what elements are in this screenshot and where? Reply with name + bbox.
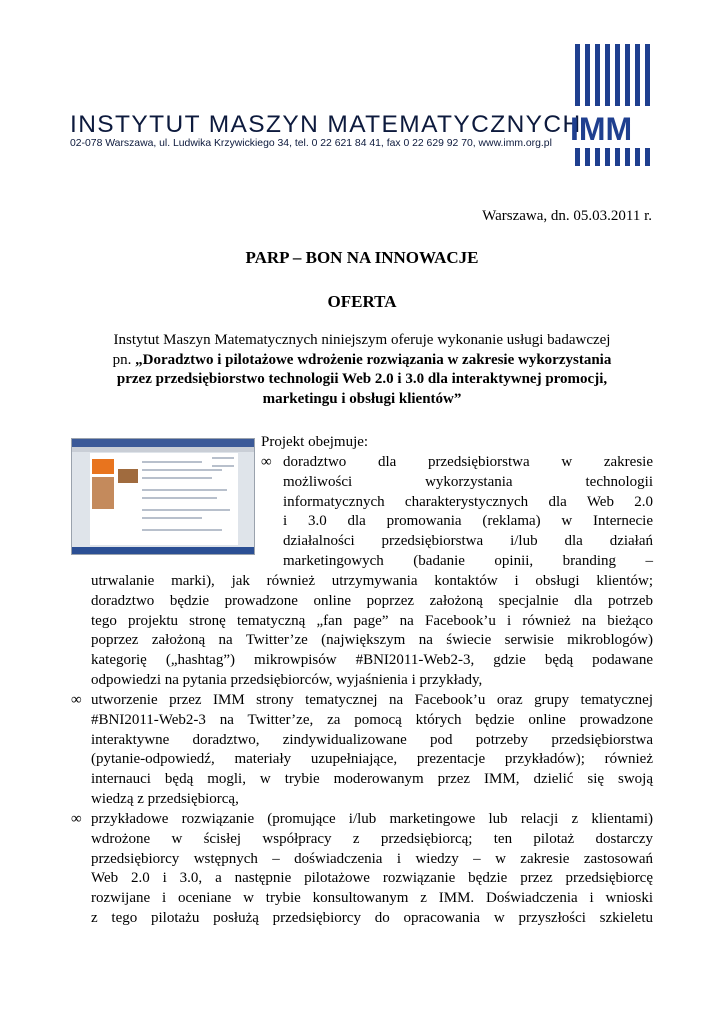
intro-line-4: marketingu i obsługi klientów” (262, 390, 462, 407)
bullet-1-line: i 3.0 dla promowania (reklama) w Internecie (283, 513, 653, 530)
bullet-1-line: doradztwo dla przedsiębiorstwa w zakresie (283, 454, 653, 470)
bullet-1-line: możliwości wykorzystania technologii (283, 473, 653, 490)
bullet-1-line: informatycznych charakterystycznych dla Web 2.0 (283, 493, 653, 510)
bullet-1-line: doradztwo będzie prowadzone online poprzez założoną specjalnie dla potrzeb (91, 592, 653, 609)
bullet-3-line: wdrożone w ścisłej współpracy z przedsiębiorcą; ten pilotaż dostarczy (91, 830, 653, 847)
bullet-2-text (91, 691, 653, 810)
bullet-3-line: przedsiębiorcy wstępnych – doświadczenia i wiedzy – w zakresie zastosowań (91, 850, 653, 867)
intro-paragraph (72, 331, 652, 409)
bullet-3-symbol: ∞ (71, 811, 82, 827)
bullet-2-line: wiedzą z przedsiębiorcą, (91, 790, 239, 807)
intro-line-2-plain: pn. (112, 351, 136, 368)
bullet-3-text (91, 810, 653, 929)
bullet-2-line: utworzenie przez IMM strony tematycznej na Facebook’u oraz grupy tematycznej (91, 692, 653, 708)
bullet-1-line: odpowiedzi na pytania przedsiębiorców, wyjaśnienia i przykłady, (91, 671, 483, 688)
bullet-2-line: #BNI2011-Web2-3 na Twitter’ze, za pomocą których będzie online prowadzone (91, 711, 653, 728)
intro-line-2-bold: „Doradztwo i pilotażowe wdrożenie rozwiązania w zakresie wykorzystania (135, 351, 612, 368)
bullet-1-line: marketingowych (badanie opinii, branding – (283, 552, 653, 569)
bullet-1-continued (91, 572, 653, 691)
institute-address: 02-078 Warszawa, ul. Ludwika Krzywickiego 34, tel. 0 22 621 84 41, fax 0 22 629 92 70, www.imm.org.pl (70, 138, 552, 149)
date-line: Warszawa, dn. 05.03.2011 r. (482, 208, 652, 224)
bullet-1-line: działalności przedsiębiorstwa i/lub dla działań (283, 533, 653, 550)
bullet-1-line: utrwalanie marki), jak również utrzymywania kontaktów i obsługi klientów; (91, 573, 653, 589)
bullet-3-line: z tego pilotażu posłużą przedsiębiorcy do opracowania w przyszłości szkieletu (91, 909, 653, 926)
bullet-2-line: interaktywne doradztwo, zindywidualizowane pod potrzeby przedsiębiorstwa (91, 731, 653, 748)
facebook-screenshot-image (71, 438, 255, 555)
imm-logo-text: IMM (570, 111, 633, 147)
document-title: PARP – BON NA INNOWACJE (245, 248, 479, 267)
bullet-3-line: Web 2.0 i 3.0, a następnie pilotażowe rozwiązanie będzie przez przedsiębiorcę (91, 870, 653, 887)
bullet-1-symbol: ∞ (261, 454, 272, 470)
bullet-2-line: (pytanie-odpowiedź, materiały uzupełniające, prezentacje przykładów); również (91, 751, 653, 768)
bullet-1-line: poprzez założoną na Twitter’ze (największym na świecie serwisie mikroblogów) (91, 632, 653, 649)
bullet-2-line: internauci będą mogli, w trybie moderowanym przez IMM, dzielić się swoją (91, 771, 653, 788)
intro-line-3: przez przedsiębiorstwo technologii Web 2.0 i 3.0 dla interaktywnej promocji, (116, 371, 608, 387)
bullet-3-line: przykładowe rozwiązanie (promujące i/lub marketingowe lub relacji z klientami) (91, 811, 653, 827)
bullet-3-line: rozwijane i oceniane w trybie konsultowanym z IMM. Doświadczenia i wnioski (91, 890, 653, 907)
bullet-1-narrow (283, 453, 653, 572)
projekt-label: Projekt obejmuje: (261, 434, 369, 450)
bullet-1-line: kategorię („hashtag”) mikrowpisów #BNI2011-Web2-3, gdzie będą podawane (91, 652, 653, 669)
intro-line-1: Instytut Maszyn Matematycznych niniejszym oferuje wykonanie usługi badawczej (113, 332, 611, 348)
bullet-2-symbol: ∞ (71, 692, 82, 708)
bullet-1-line: tego projektu stronę tematyczną „fan page” na Facebook’u i również na bieżąco (91, 612, 653, 629)
document-subtitle: OFERTA (327, 292, 397, 311)
institute-name: INSTYTUT MASZYN MATEMATYCZNYCH (70, 111, 582, 138)
